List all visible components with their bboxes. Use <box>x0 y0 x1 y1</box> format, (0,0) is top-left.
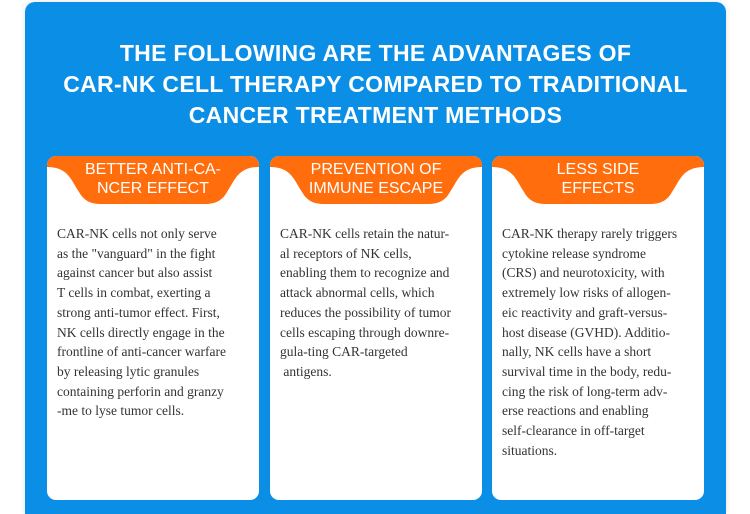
card-heading-line: LESS SIDE <box>556 161 640 178</box>
description-line: survival time in the body, redu- <box>502 363 672 379</box>
card-heading-line: NCER EFFECT <box>97 180 209 197</box>
card-heading-line: IMMUNE ESCAPE <box>308 180 444 197</box>
description-line: CAR-NK cells not only serve <box>57 226 217 241</box>
description-line: antigens. <box>280 363 332 379</box>
title-line: THE FOLLOWING ARE THE ADVANTAGES OF <box>119 40 632 66</box>
description-line: against cancer but also assist <box>57 265 213 281</box>
card-heading-tab <box>270 156 482 206</box>
description-line: enabling them to recognize and <box>280 265 450 281</box>
description-line: extremely low risks of allogen- <box>502 285 671 301</box>
advantage-card-immune-escape <box>270 156 482 500</box>
card-heading-line: EFFECTS <box>561 180 635 197</box>
card-heading-line: PREVENTION OF <box>310 161 442 178</box>
advantage-card-anti-cancer <box>47 156 259 500</box>
card-description <box>280 224 480 382</box>
description-line: T cells in combat, exerting a <box>57 285 211 301</box>
description-line: CAR-NK cells retain the natur- <box>280 226 450 241</box>
description-line: containing perforin and granzy <box>57 383 224 399</box>
advantage-card-side-effects <box>492 156 704 500</box>
title-line: CANCER TREATMENT METHODS <box>188 102 563 128</box>
description-line: self-clearance in off-target <box>502 423 645 439</box>
card-heading-tab <box>47 156 259 206</box>
description-line: cells escaping through downre- <box>280 324 450 340</box>
description-line: strong anti-tumor effect. First, <box>57 304 220 320</box>
card-heading-line: BETTER ANTI-CA- <box>84 161 221 178</box>
description-line: CAR-NK therapy rarely triggers <box>502 226 678 241</box>
card-heading <box>67 160 239 198</box>
card-heading-tab <box>492 156 704 206</box>
description-line: host disease (GVHD). Additio- <box>502 324 670 340</box>
description-line: cing the risk of long-term adv- <box>502 383 668 399</box>
description-line: gula-ting CAR-targeted <box>280 344 408 360</box>
description-line: nally, NK cells have a short <box>502 344 652 360</box>
card-description <box>502 224 702 460</box>
description-line: erse reactions and enabling <box>502 403 649 419</box>
title-line: CAR-NK CELL THERAPY COMPARED TO TRADITIONAL <box>63 71 688 97</box>
page-title <box>25 38 726 131</box>
description-line: (CRS) and neurotoxicity, with <box>502 265 665 281</box>
card-description <box>57 224 257 421</box>
description-line: attack abnormal cells, which <box>280 285 435 301</box>
card-heading <box>290 160 462 198</box>
description-line: as the "vanguard" in the fight <box>57 245 216 261</box>
description-line: situations. <box>502 442 558 458</box>
advantages-panel <box>25 2 726 514</box>
description-line: reduces the possibility of tumor <box>280 304 451 320</box>
description-line: cytokine release syndrome <box>502 245 646 261</box>
card-heading <box>512 160 684 198</box>
description-line: -me to lyse tumor cells. <box>57 403 185 419</box>
description-line: NK cells directly engage in the <box>57 324 225 340</box>
description-line: al receptors of NK cells, <box>280 245 412 261</box>
description-line: frontline of anti-cancer warfare <box>57 344 227 360</box>
description-line: eic reactivity and graft-versus- <box>502 304 668 320</box>
description-line: by releasing lytic granules <box>57 363 200 379</box>
